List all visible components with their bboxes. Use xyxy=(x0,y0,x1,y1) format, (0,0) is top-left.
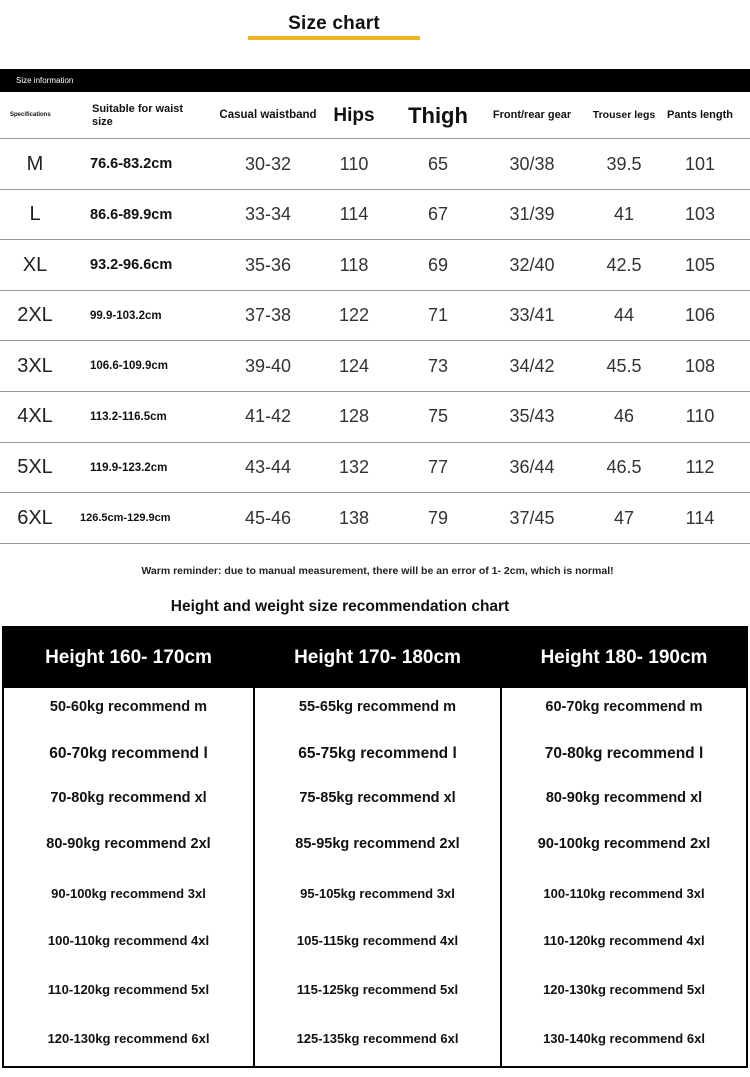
recommendation-item: 70-80kg recommend l xyxy=(544,745,704,762)
cell-hips: 110 xyxy=(339,153,369,174)
cell-thigh: 65 xyxy=(427,153,449,174)
recommendation-item: 105-115kg recommend 4xl xyxy=(296,933,459,948)
table-row xyxy=(0,493,750,544)
cell-length: 114 xyxy=(685,507,715,528)
recommendation-column xyxy=(4,628,253,1066)
table-row xyxy=(0,341,750,392)
cell-legs: 46.5 xyxy=(606,457,642,478)
recommendation-item: 110-120kg recommend 5xl xyxy=(47,982,210,997)
recommendation-item: 100-110kg recommend 4xl xyxy=(47,933,210,948)
cell-gear: 35/43 xyxy=(509,406,555,427)
table-row xyxy=(0,291,750,342)
cell-waist: 126.5cm-129.9cm xyxy=(80,512,171,525)
recommendation-item: 120-130kg recommend 5xl xyxy=(543,982,705,997)
table-row xyxy=(0,190,750,241)
cell-size: 4XL xyxy=(17,405,53,428)
cell-length: 108 xyxy=(684,355,716,376)
cell-legs: 44 xyxy=(613,305,635,326)
cell-legs: 39.5 xyxy=(606,153,642,174)
cell-waist: 99.9-103.2cm xyxy=(90,309,162,322)
header-trouser-legs: Trouser legs xyxy=(592,109,656,122)
cell-length: 101 xyxy=(684,153,716,174)
recommendation-height-header: Height 180- 190cm xyxy=(502,628,746,688)
cell-size: 6XL xyxy=(17,506,53,529)
cell-legs: 42.5 xyxy=(606,254,642,275)
header-thigh: Thigh xyxy=(408,102,468,128)
header-hips: Hips xyxy=(333,104,375,126)
header-casual-waistband: Casual waistband xyxy=(219,108,317,121)
cell-gear: 32/40 xyxy=(509,254,555,275)
cell-waistband: 30-32 xyxy=(244,153,292,174)
table-row xyxy=(0,392,750,443)
recommendation-item: 130-140kg recommend 6xl xyxy=(543,1031,705,1046)
cell-length: 110 xyxy=(685,406,715,427)
recommendation-item: 75-85kg recommend xl xyxy=(299,790,456,806)
cell-length: 103 xyxy=(684,204,716,225)
cell-size: 3XL xyxy=(17,354,53,377)
cell-thigh: 69 xyxy=(427,254,449,275)
cell-waistband: 35-36 xyxy=(244,254,292,275)
cell-hips: 138 xyxy=(338,507,370,528)
recommendation-title: Height and weight size recommendation chart xyxy=(170,598,510,615)
cell-waistband: 41-42 xyxy=(244,406,292,427)
cell-waist: 106.6-109.9cm xyxy=(90,360,169,373)
cell-waistband: 43-44 xyxy=(244,457,292,478)
cell-gear: 33/41 xyxy=(509,305,555,326)
cell-waist: 76.6-83.2cm xyxy=(90,156,173,172)
header-pants-length: Pants length xyxy=(666,109,733,122)
cell-size: L xyxy=(29,203,41,226)
cell-length: 112 xyxy=(685,457,715,478)
cell-thigh: 79 xyxy=(427,507,449,528)
recommendation-item: 110-120kg recommend 4xl xyxy=(543,933,705,948)
cell-thigh: 71 xyxy=(427,305,449,326)
cell-waistband: 39-40 xyxy=(244,355,292,376)
cell-thigh: 77 xyxy=(427,457,449,478)
recommendation-item: 80-90kg recommend 2xl xyxy=(46,836,211,852)
size-table-header xyxy=(0,92,750,139)
recommendation-item: 90-100kg recommend 2xl xyxy=(537,836,711,852)
header-specifications: Specifications xyxy=(10,112,51,119)
cell-thigh: 75 xyxy=(427,406,449,427)
recommendation-table xyxy=(2,626,748,1068)
recommendation-item: 125-135kg recommend 6xl xyxy=(296,1031,459,1046)
cell-waistband: 33-34 xyxy=(244,204,292,225)
cell-size: 5XL xyxy=(17,456,53,479)
recommendation-item: 55-65kg recommend m xyxy=(298,699,457,715)
size-table xyxy=(0,92,750,544)
cell-thigh: 67 xyxy=(427,204,449,225)
recommendation-item: 80-90kg recommend xl xyxy=(545,790,703,806)
title-underline xyxy=(248,36,420,40)
recommendation-item: 95-105kg recommend 3xl xyxy=(300,886,455,901)
recommendation-column xyxy=(253,628,500,1066)
cell-hips: 118 xyxy=(339,254,369,275)
cell-size: 2XL xyxy=(17,304,53,327)
recommendation-item: 85-95kg recommend 2xl xyxy=(295,836,460,852)
cell-legs: 46 xyxy=(613,406,635,427)
size-table-body xyxy=(0,139,750,544)
recommendation-height-header: Height 170- 180cm xyxy=(255,628,500,688)
table-row xyxy=(0,139,750,190)
cell-hips: 132 xyxy=(338,457,370,478)
cell-hips: 128 xyxy=(338,406,370,427)
cell-gear: 36/44 xyxy=(509,457,555,478)
cell-length: 105 xyxy=(684,254,716,275)
size-information-bar: Size information xyxy=(0,69,750,92)
cell-thigh: 73 xyxy=(427,355,449,376)
cell-hips: 124 xyxy=(338,355,370,376)
cell-gear: 31/39 xyxy=(509,204,555,225)
recommendation-item: 120-130kg recommend 6xl xyxy=(47,1031,210,1046)
recommendation-height-header: Height 160- 170cm xyxy=(4,628,253,688)
page-title: Size chart xyxy=(288,13,380,34)
recommendation-item: 60-70kg recommend m xyxy=(545,699,703,715)
cell-length: 106 xyxy=(684,305,716,326)
cell-waist: 113.2-116.5cm xyxy=(90,410,167,423)
cell-waist: 93.2-96.6cm xyxy=(90,257,173,274)
cell-hips: 114 xyxy=(339,204,369,225)
warm-reminder: Warm reminder: due to manual measurement, there will be an error of 1- 2cm, which is normal! xyxy=(141,565,614,577)
recommendation-item: 70-80kg recommend xl xyxy=(50,790,207,806)
cell-waist: 86.6-89.9cm xyxy=(90,206,173,223)
table-row xyxy=(0,240,750,291)
cell-legs: 47 xyxy=(613,507,635,528)
cell-gear: 30/38 xyxy=(509,153,555,174)
header-suitable-waist: Suitable for waist size xyxy=(92,102,184,128)
cell-size: XL xyxy=(22,253,48,276)
recommendation-item: 50-60kg recommend m xyxy=(49,699,208,715)
cell-size: M xyxy=(26,152,44,175)
header-front-rear-gear: Front/rear gear xyxy=(492,109,572,122)
cell-waistband: 45-46 xyxy=(244,507,292,528)
cell-legs: 41 xyxy=(613,204,635,225)
recommendation-item: 115-125kg recommend 5xl xyxy=(296,982,459,997)
table-row xyxy=(0,443,750,494)
recommendation-column xyxy=(500,628,746,1066)
cell-gear: 37/45 xyxy=(509,507,555,528)
recommendation-item: 100-110kg recommend 3xl xyxy=(543,886,705,901)
cell-waist: 119.9-123.2cm xyxy=(90,461,168,474)
recommendation-item: 90-100kg recommend 3xl xyxy=(51,886,206,901)
cell-gear: 34/42 xyxy=(509,355,555,376)
cell-hips: 122 xyxy=(338,305,370,326)
recommendation-item: 60-70kg recommend l xyxy=(49,745,208,762)
cell-legs: 45.5 xyxy=(606,355,642,376)
cell-waistband: 37-38 xyxy=(244,305,292,326)
recommendation-item: 65-75kg recommend l xyxy=(298,745,457,762)
